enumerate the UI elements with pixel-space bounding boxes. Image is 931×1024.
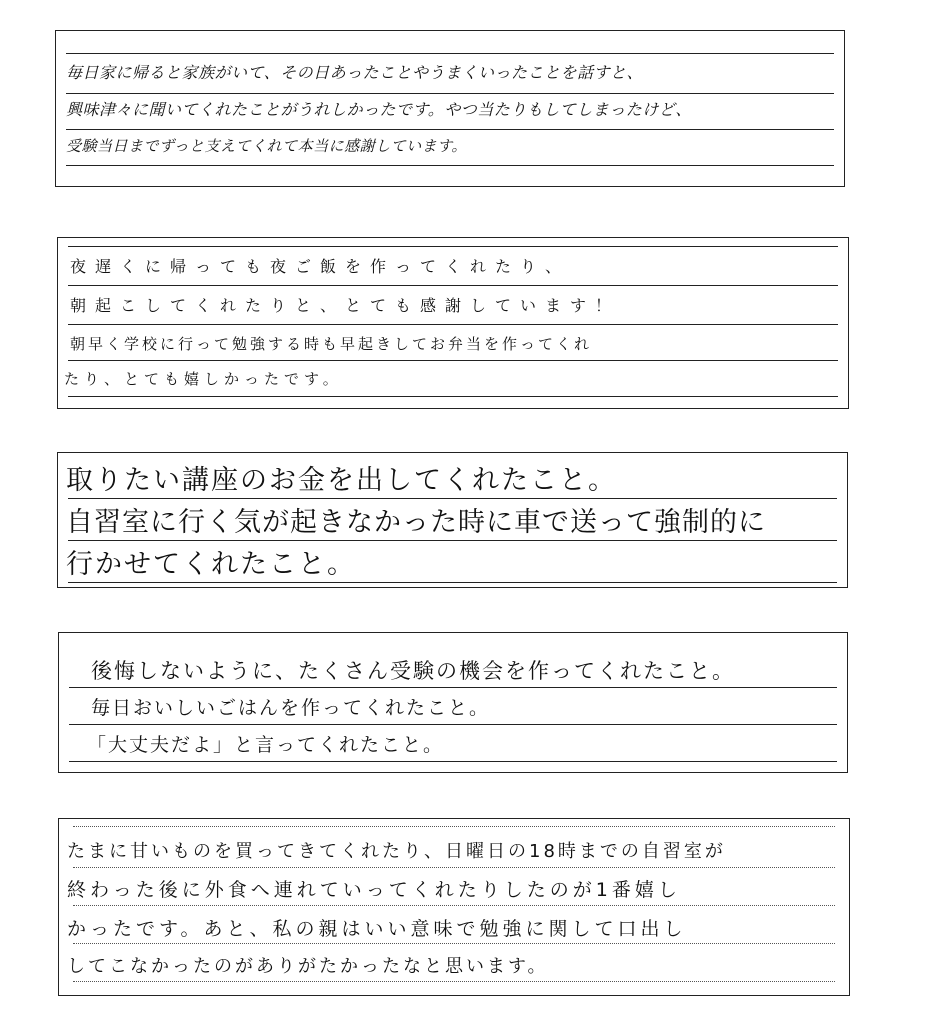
ruled-line <box>68 324 838 325</box>
response-card-4 <box>58 632 848 773</box>
response-5-line-4: してこなかったのがありがたかったなと思います。 <box>67 956 549 977</box>
response-2-line-2: 朝起こしてくれたりと、とても感謝しています！ <box>70 296 621 315</box>
dotted-ruled-line <box>73 943 835 944</box>
ruled-line <box>68 285 838 286</box>
dotted-ruled-line <box>73 981 835 982</box>
ruled-line <box>68 396 838 397</box>
response-4-line-2: 毎日おいしいごはんを作ってくれたこと。 <box>91 697 491 719</box>
response-card-2 <box>57 237 849 409</box>
ruled-line <box>68 540 837 541</box>
ruled-line <box>68 498 837 499</box>
response-1-line-2: 興味津々に聞いてくれたことがうれしかったです。やつ当たりもしてしまったけど、 <box>66 100 692 119</box>
ruled-line <box>68 246 838 247</box>
ruled-line <box>68 582 837 583</box>
ruled-line <box>69 724 837 725</box>
response-card-5 <box>58 818 850 996</box>
ruled-line <box>69 761 837 762</box>
response-4-line-3: 「大丈夫だよ」と言ってくれたこと。 <box>87 734 445 756</box>
response-3-line-3: 行かせてくれたこと。 <box>66 549 356 580</box>
response-3-line-2: 自習室に行く気が起きなかった時に車で送って強制的に <box>66 507 766 538</box>
response-card-1 <box>55 30 845 187</box>
response-2-line-4: たり、とても嬉しかったです。 <box>64 370 343 388</box>
dotted-ruled-line <box>73 905 835 906</box>
ruled-line <box>66 129 834 130</box>
ruled-line <box>66 53 834 54</box>
response-5-line-2: 終わった後に外食へ連れていってくれたりしたのが1番嬉し <box>67 879 681 901</box>
dotted-ruled-line <box>73 867 835 868</box>
ruled-line <box>68 360 838 361</box>
dotted-ruled-line <box>73 826 835 827</box>
ruled-line <box>66 165 834 166</box>
response-4-line-1: 後悔しないように、たくさん受験の機会を作ってくれたこと。 <box>91 659 735 683</box>
response-3-line-1: 取りたい講座のお金を出してくれたこと。 <box>66 465 617 496</box>
response-1-line-3: 受験当日までずっと支えてくれて本当に感謝しています。 <box>66 137 467 155</box>
response-card-3 <box>57 452 848 588</box>
response-2-line-1: 夜遅くに帰っても夜ご飯を作ってくれたり、 <box>70 257 571 276</box>
response-1-line-1: 毎日家に帰ると家族がいて、その日あったことやうまくいったことを話すと、 <box>66 63 644 82</box>
ruled-line <box>66 93 834 94</box>
response-5-line-1: たまに甘いものを買ってきてくれたり、日曜日の18時までの自習室が <box>67 841 726 862</box>
response-2-line-3: 朝早く学校に行って勉強する時も早起きしてお弁当を作ってくれ <box>70 335 593 353</box>
ruled-line <box>69 687 837 688</box>
response-5-line-3: かったです。あと、私の親はいい意味で勉強に関して口出し <box>67 918 687 940</box>
